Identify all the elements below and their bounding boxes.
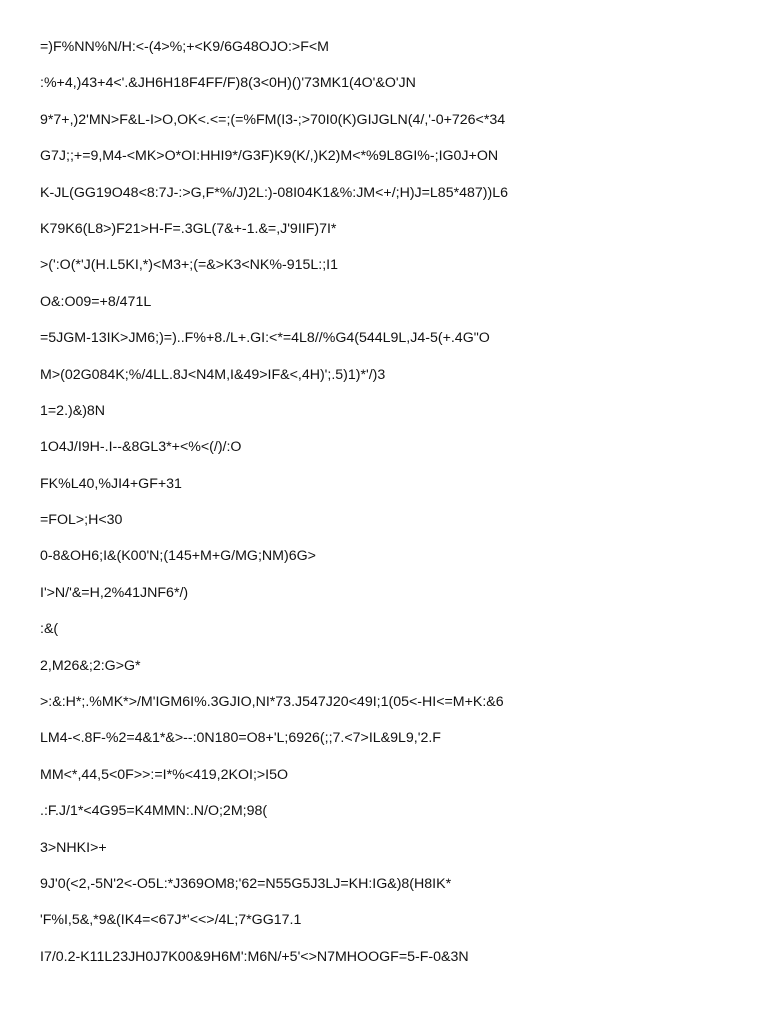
- text-line: =5JGM-13IK>JM6;)=)..F%+8./L+.GI:<*=4L8//%G4(544L9L,J4-5(+.4G"O: [40, 330, 490, 347]
- text-line: 'F%I,5&,*9&(IK4=<67J*'<<>/4L;7*GG17.1: [40, 912, 302, 929]
- text-line: 2,M26&;2:G>G*: [40, 657, 141, 674]
- text-line: >:&:H*;.%MK*>/M'IGM6I%.3GJIO,NI*73.J547J20<49I;1(05<-HI<=M+K:&6: [40, 694, 504, 711]
- text-line: M>(02G084K;%/4LL.8J<N4M,I&49>IF&<,4H)';.5)1)*'/)3: [40, 366, 386, 383]
- text-line: :&(: [40, 621, 59, 638]
- text-body: [40, 37, 740, 983]
- text-line: I'>N/'&=H,2%41JNF6*/): [40, 584, 189, 601]
- text-line: G7J;;+=9,M4-<MK>O*OI:HHI9*/G3F)K9(K/,)K2)M<*%9L8GI%-;IG0J+ON: [40, 148, 499, 165]
- text-line: K79K6(L8>)F21>H-F=.3GL(7&+-1.&=,J'9IIF)7I*: [40, 220, 337, 237]
- text-line: >(':O(*'J(H.L5KI,*)<M3+;(=&>K3<NK%-915L:;I1: [40, 257, 338, 274]
- text-line: 9J'0(<2,-5N'2<-O5L:*J369OM8;'62=N55G5J3LJ=KH:IG&)8(H8IK*: [40, 875, 452, 892]
- text-line: O&:O09=+8/471L: [40, 293, 152, 310]
- text-line: :%+4,)43+4<'.&JH6H18F4FF/F)8(3<0H)()'73MK1(4O'&O'JN: [40, 75, 416, 92]
- text-line: FK%L40,%JI4+GF+31: [40, 475, 182, 492]
- text-line: 3>NHKI>+: [40, 839, 107, 856]
- text-line: 9*7+,)2'MN>F&L-I>O,OK<.<=;(=%FM(I3-;>70I0(K)GIJGLN(4/,'-0+726<*34: [40, 111, 506, 128]
- text-line: K-JL(GG19O48<8:7J-:>G,F*%/J)2L:)-08I04K1&%:JM<+/;H)J=L85*487))L6: [40, 184, 509, 201]
- text-line: 0-8&OH6;I&(K00'N;(145+M+G/MG;NM)6G>: [40, 548, 316, 565]
- text-line: .:F.J/1*<4G95=K4MMN:.N/O;2M;98(: [40, 803, 268, 820]
- text-line: =FOL>;H<30: [40, 512, 123, 529]
- text-line: 1O4J/I9H-.I--&8GL3*+<%<(/)/:O: [40, 439, 242, 456]
- text-line: LM4-<.8F-%2=4&1*&>--:0N180=O8+'L;6926(;;7.<7>IL&9L9,'2.F: [40, 730, 441, 747]
- text-line: I7/0.2-K11L23JH0J7K00&9H6M':M6N/+5'<>N7MHOOGF=5-F-0&3N: [40, 948, 469, 965]
- text-line: 1=2.)&)8N: [40, 402, 106, 419]
- text-line: =)F%NN%N/H:<-(4>%;+<K9/6G48OJO:>F<M: [40, 39, 329, 55]
- text-line: MM<*,44,5<0F>>:=I*%<419,2KOI;>I5O: [40, 766, 289, 783]
